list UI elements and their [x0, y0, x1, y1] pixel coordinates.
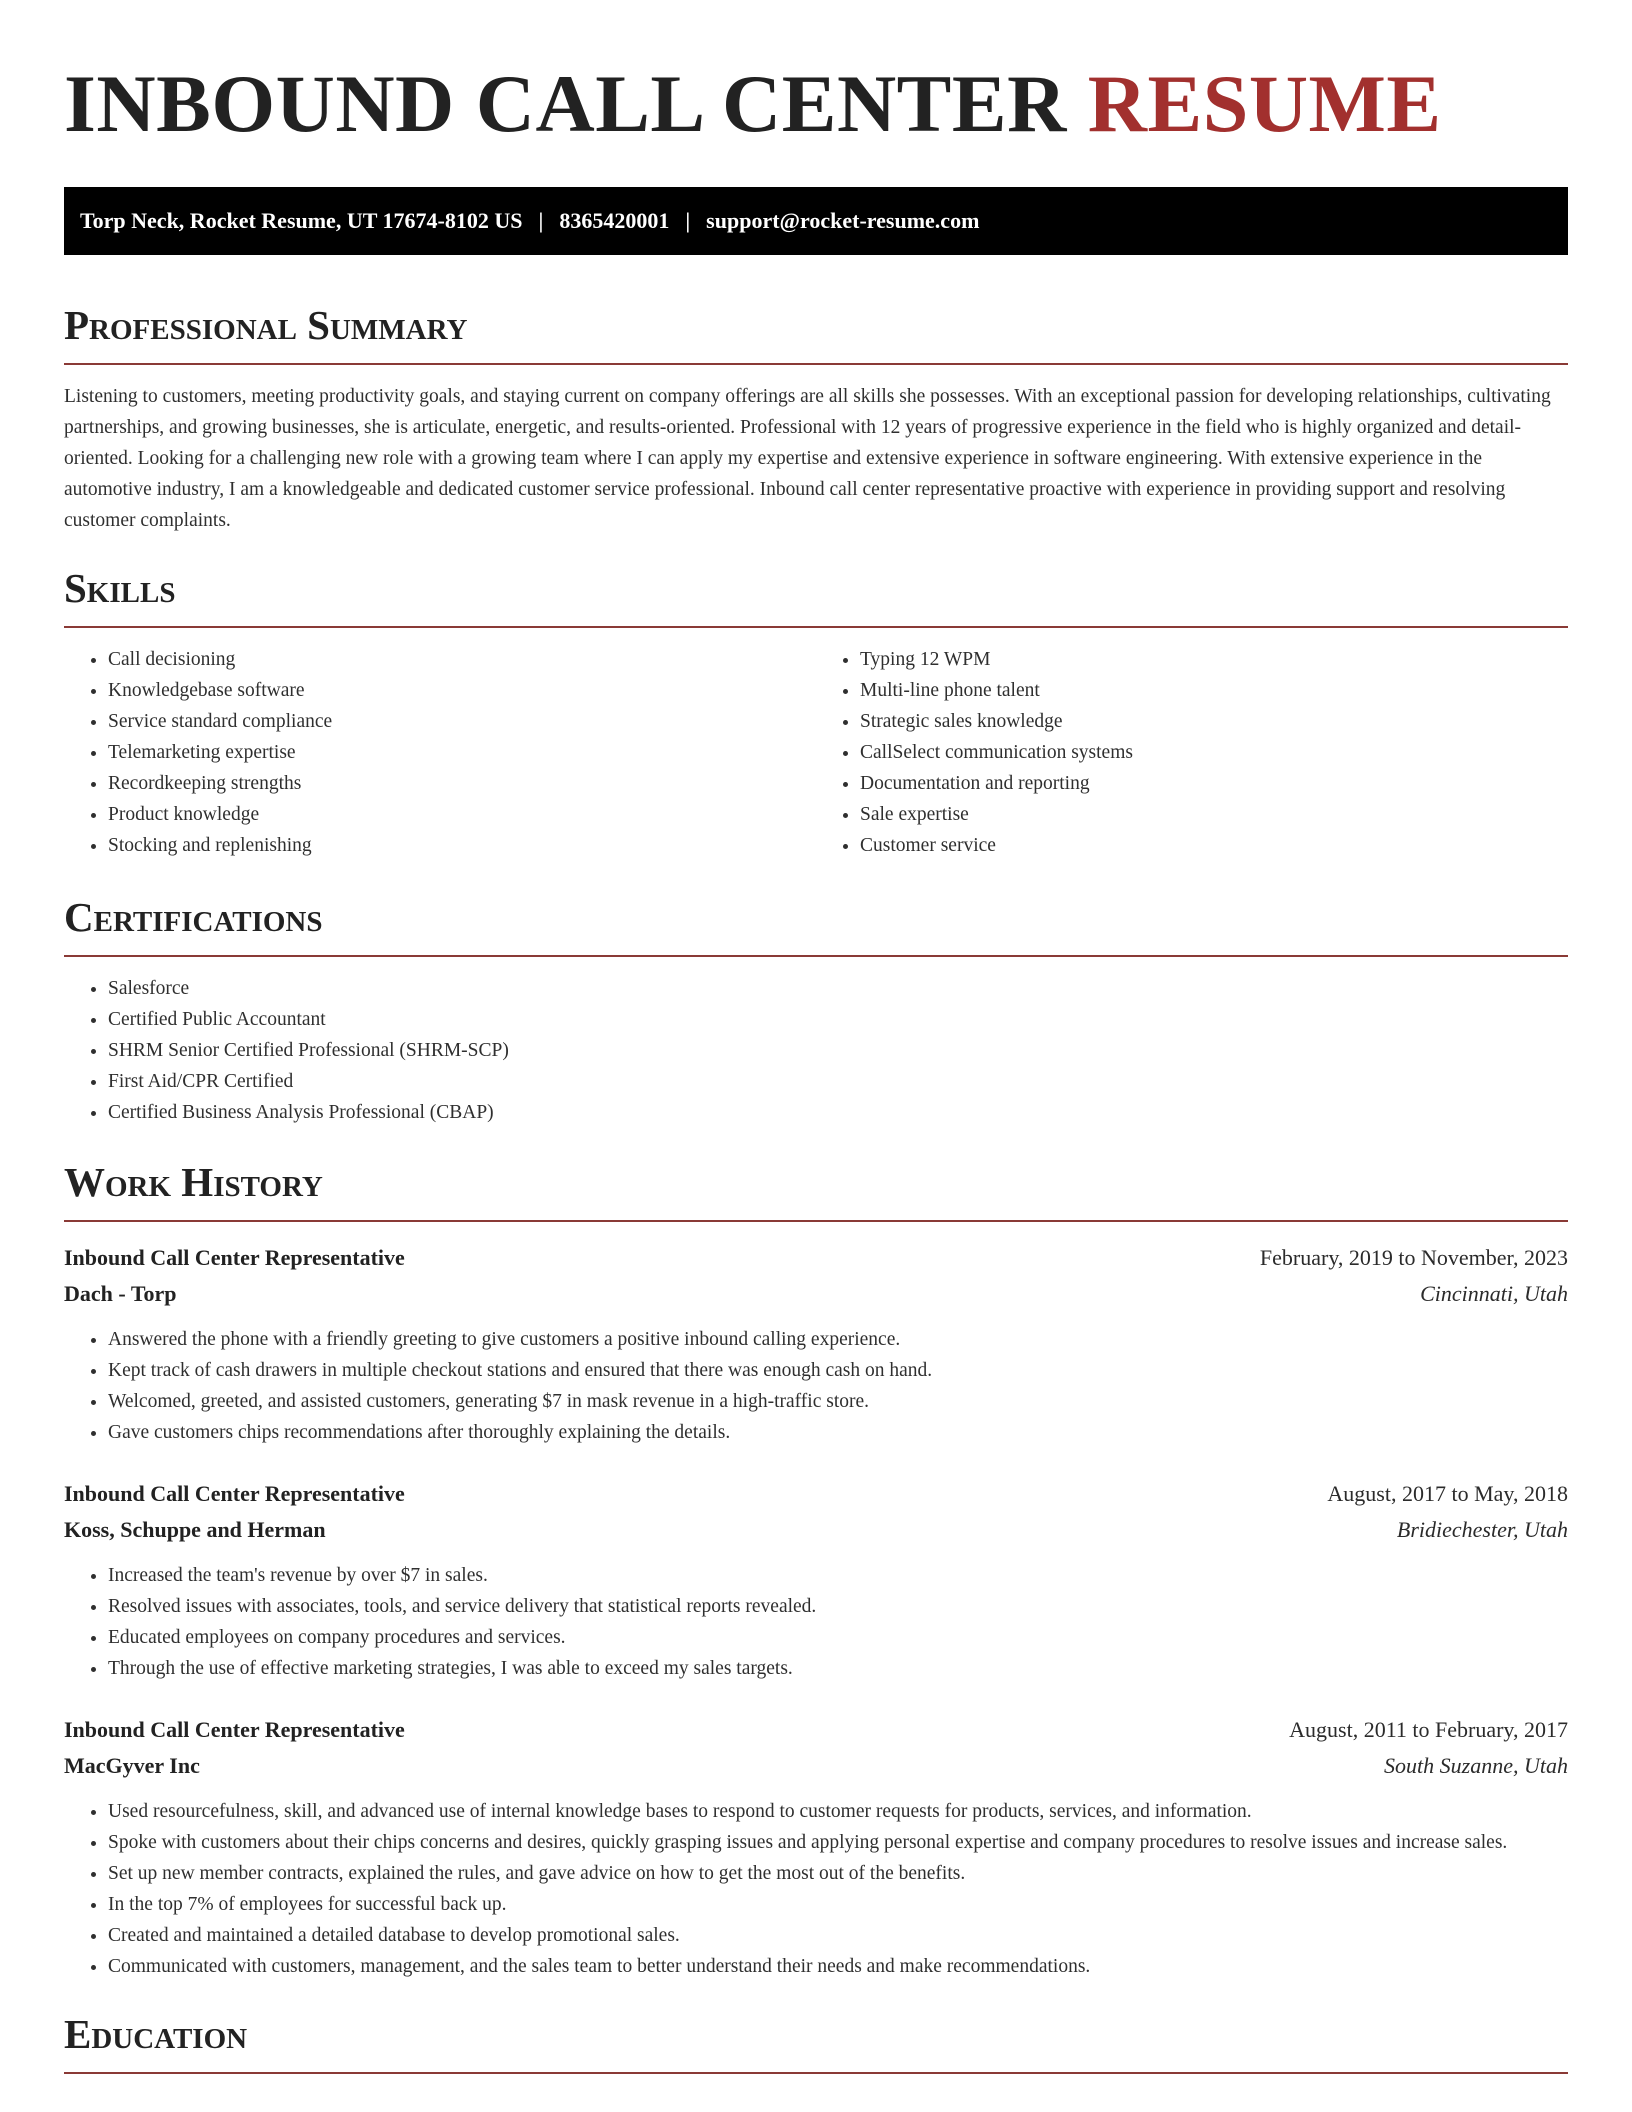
job-bullet: • Spoke with customers about their chips concerns and desires, quickly grasping issues and applying personal expertise and company procedures to resolve issues and increase sales.	[108, 1827, 1568, 1858]
section-heading-summary: Professional Summary	[64, 302, 468, 348]
skill-item: • Typing 12 WPM	[860, 644, 1568, 675]
skills-grid	[64, 644, 1568, 861]
job-bullets	[64, 1560, 1568, 1684]
title-main: INBOUND CALL CENTER	[64, 58, 1088, 149]
job-header-row	[64, 1240, 1568, 1276]
job-entry	[64, 1240, 1568, 1448]
contact-bar	[64, 187, 1568, 255]
certification-item: • Certified Public Accountant	[108, 1004, 1568, 1035]
skill-item: • Telemarketing expertise	[108, 737, 816, 768]
section-heading-work-history: Work History	[64, 1159, 323, 1205]
job-bullet: • Kept track of cash drawers in multiple checkout stations and ensured that there was enough cash on hand.	[108, 1355, 1568, 1386]
skills-list-right	[816, 644, 1568, 861]
section-heading-education: Education	[64, 2011, 248, 2057]
job-company-row	[64, 1276, 1568, 1312]
job-bullet: • Through the use of effective marketing strategies, I was able to exceed my sales targets.	[108, 1653, 1568, 1684]
job-dates: August, 2011 to February, 2017	[1289, 1717, 1568, 1742]
job-bullet: • Resolved issues with associates, tools, and service delivery that statistical reports revealed.	[108, 1591, 1568, 1622]
job-title: Inbound Call Center Representative	[64, 1717, 405, 1742]
section-divider	[64, 363, 1568, 365]
section-heading-certifications: Certifications	[64, 894, 323, 940]
skills-list-left	[64, 644, 816, 861]
section-divider	[64, 1220, 1568, 1222]
job-location: Bridiechester, Utah	[1396, 1517, 1568, 1542]
contact-address: Torp Neck, Rocket Resume, UT 17674-8102 US	[80, 208, 523, 233]
contact-email[interactable]: support@rocket-resume.com	[706, 208, 980, 233]
job-dates: August, 2017 to May, 2018	[1327, 1481, 1568, 1506]
job-company: Dach - Torp	[64, 1281, 177, 1306]
job-company-row	[64, 1512, 1568, 1548]
job-bullet: • Welcomed, greeted, and assisted customers, generating $7 in mask revenue in a high-traffic store.	[108, 1386, 1568, 1417]
certifications-list	[64, 973, 1568, 1128]
job-title: Inbound Call Center Representative	[64, 1245, 405, 1270]
job-dates: February, 2019 to November, 2023	[1259, 1245, 1568, 1270]
skills-section	[64, 564, 1568, 861]
skill-item: • Customer service	[860, 830, 1568, 861]
job-bullet: • Set up new member contracts, explained the rules, and gave advice on how to get the most out of the benefits.	[108, 1858, 1568, 1889]
job-company: Koss, Schuppe and Herman	[64, 1517, 326, 1542]
certification-item: • Certified Business Analysis Professional (CBAP)	[108, 1097, 1568, 1128]
job-entry	[64, 1712, 1568, 1982]
resume-title	[64, 0, 1568, 152]
job-entry	[64, 1476, 1568, 1684]
skill-item: • Call decisioning	[108, 644, 816, 675]
job-bullets	[64, 1324, 1568, 1448]
job-bullet: • Gave customers chips recommendations after thoroughly explaining the details.	[108, 1417, 1568, 1448]
skill-item: • Multi-line phone talent	[860, 675, 1568, 706]
certification-item: • Salesforce	[108, 973, 1568, 1004]
skill-item: • Documentation and reporting	[860, 768, 1568, 799]
job-bullet: • Created and maintained a detailed database to develop promotional sales.	[108, 1920, 1568, 1951]
section-divider	[64, 626, 1568, 628]
jobs-list	[64, 1240, 1568, 1982]
job-bullet: • Answered the phone with a friendly greeting to give customers a positive inbound calling experience.	[108, 1324, 1568, 1355]
job-title: Inbound Call Center Representative	[64, 1481, 405, 1506]
job-location: South Suzanne, Utah	[1384, 1753, 1568, 1778]
section-divider	[64, 2072, 1568, 2074]
job-company-row	[64, 1748, 1568, 1784]
contact-phone: 8365420001	[559, 208, 670, 233]
certification-item: • First Aid/CPR Certified	[108, 1066, 1568, 1097]
job-bullet: • Used resourcefulness, skill, and advanced use of internal knowledge bases to respond to customer requests for products, services, and information.	[108, 1796, 1568, 1827]
title-accent: RESUME	[1087, 58, 1442, 149]
skill-item: • Service standard compliance	[108, 706, 816, 737]
certification-item: • SHRM Senior Certified Professional (SHRM-SCP)	[108, 1035, 1568, 1066]
summary-section	[64, 301, 1568, 536]
skill-item: • Recordkeeping strengths	[108, 768, 816, 799]
summary-text: Listening to customers, meeting productivity goals, and staying current on company offerings are all skills she possesses. With an exceptional passion for developing relationships, cultivating partnerships, and growing businesses, she is articulate, energetic, and results-oriented. Professional with 12 years of progressive experience in the field who is highly organized and detail-oriented. Looking for a challenging new role with a growing team where I can apply my expertise and extensive experience in software engineering. With extensive experience in the automotive industry, I am a knowledgeable and dedicated customer service professional. Inbound call center representative proactive with experience in providing support and resolving customer complaints.	[64, 386, 1551, 531]
work-history-section	[64, 1158, 1568, 1982]
job-bullet: • Educated employees on company procedures and services.	[108, 1622, 1568, 1653]
contact-separator: |	[538, 208, 544, 233]
job-location: Cincinnati, Utah	[1420, 1281, 1568, 1306]
contact-separator: |	[685, 208, 691, 233]
section-divider	[64, 955, 1568, 957]
skill-item: • CallSelect communication systems	[860, 737, 1568, 768]
skill-item: • Strategic sales knowledge	[860, 706, 1568, 737]
job-header-row	[64, 1476, 1568, 1512]
certifications-section	[64, 893, 1568, 1128]
job-company: MacGyver Inc	[64, 1753, 200, 1778]
skill-item: • Product knowledge	[108, 799, 816, 830]
section-heading-skills: Skills	[64, 565, 176, 611]
skill-item: • Sale expertise	[860, 799, 1568, 830]
job-bullet: • Communicated with customers, management, and the sales team to better understand their needs and make recommendations.	[108, 1951, 1568, 1982]
job-header-row	[64, 1712, 1568, 1748]
skill-item: • Stocking and replenishing	[108, 830, 816, 861]
education-section	[64, 2010, 1568, 2074]
job-bullet: • In the top 7% of employees for successful back up.	[108, 1889, 1568, 1920]
skill-item: • Knowledgebase software	[108, 675, 816, 706]
job-bullets	[64, 1796, 1568, 1982]
job-bullet: • Increased the team's revenue by over $7 in sales.	[108, 1560, 1568, 1591]
